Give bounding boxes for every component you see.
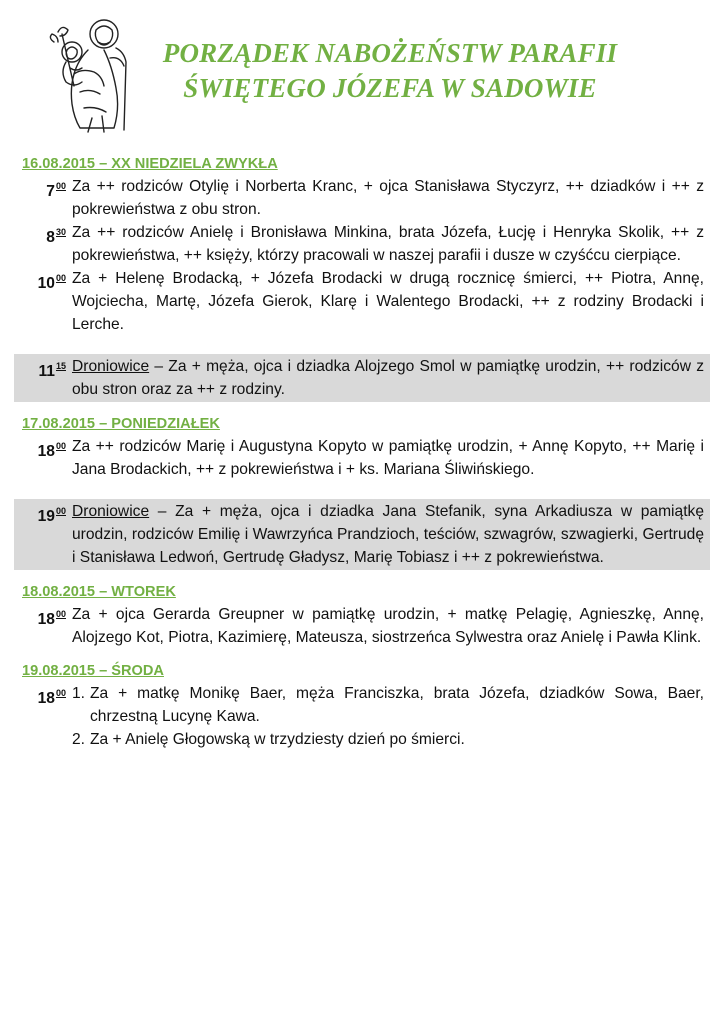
day-heading: 18.08.2015 – WTOREK (22, 584, 176, 600)
list-item (72, 728, 704, 751)
mass-entry (0, 682, 724, 751)
day-section (0, 154, 724, 402)
mass-time (0, 682, 66, 751)
list-item (72, 682, 704, 728)
mass-time (0, 267, 66, 336)
mass-minute: 00 (55, 609, 66, 619)
mass-minute: 00 (55, 441, 66, 451)
mass-entry (0, 435, 724, 481)
mass-intention (72, 500, 710, 569)
day-heading: 17.08.2015 – PONIEDZIAŁEK (22, 416, 220, 432)
mass-minute: 00 (55, 506, 66, 516)
title-line-1: PORZĄDEK NABOŻEŃSTW PARAFII (162, 38, 618, 68)
mass-hour: 10 (37, 275, 55, 292)
mass-entry (0, 267, 724, 336)
mass-minute: 00 (55, 273, 66, 283)
mass-hour: 18 (37, 443, 55, 460)
day-section (0, 414, 724, 570)
saint-joseph-with-child-icon (44, 12, 140, 136)
mass-hour: 18 (37, 690, 55, 707)
mass-intention-list (72, 682, 704, 751)
mass-entry-droniowice (14, 354, 710, 402)
day-section (0, 661, 724, 751)
list-text: Za + Anielę Głogowską w trzydziesty dzień po śmierci. (90, 731, 465, 748)
mass-schedule (0, 154, 724, 751)
mass-time (0, 603, 66, 649)
mass-minute: 15 (55, 361, 66, 371)
page-header (0, 0, 724, 150)
mass-intention: Za ++ rodziców Anielę i Bronisława Minkina, brata Józefa, Łucję i Henryka Skolik, ++ z pokrewieństwa, ++ księży, którzy pracowali w naszej parafii i dusze w czyśćcu cierpiące. (72, 224, 704, 264)
list-text: Za + matkę Monikę Baer, męża Franciszka, brata Józefa, dziadków Sowa, Baer, chrzestną Lucynę Kawa. (90, 685, 704, 725)
day-heading: 16.08.2015 – XX NIEDZIELA ZWYKŁA (22, 156, 278, 172)
mass-intention: Za + Helenę Brodacką, + Józefa Brodacki w drugą rocznicę śmierci, ++ Piotra, Annę, Wojciecha, Martę, Józefa Gierok, Klarę i Walentego Brodacki, ++ z rodziny Brodacki i Lerche. (72, 270, 704, 333)
mass-time (14, 500, 66, 569)
mass-time (14, 355, 66, 401)
list-number: 2. (72, 731, 86, 748)
mass-intention: Za ++ rodziców Marię i Augustyna Kopyto w pamiątkę urodzin, + Annę Kopyto, ++ Marię i Jana Brodackich, ++ z pokrewieństwa i + ks. Mariana Śliwińskiego. (72, 438, 704, 478)
mass-time (0, 435, 66, 481)
mass-hour: 7 (46, 183, 55, 200)
mass-minute: 00 (55, 688, 66, 698)
intention-list (72, 682, 704, 751)
mass-intention: Za + ojca Gerarda Greupner w pamiątkę urodzin, + matkę Pelagię, Agnieszkę, Annę, Alojzego Kot, Piotra, Kazimierę, Mateusza, siostrzeńca Sylwestra oraz Anielę i Pawła Klink. (72, 606, 704, 646)
mass-minute: 30 (55, 227, 66, 237)
mass-time (0, 175, 66, 221)
place-name: Droniowice (72, 358, 150, 375)
list-number: 1. (72, 685, 86, 702)
mass-hour: 18 (37, 611, 55, 628)
intention-text: – Za + męża, ojca i dziadka Jana Stefanik, syna Arkadiusza w pamiątkę urodzin, rodziców Emilię i Wawrzyńca Prandzioch, teściów, szwagrów, szwagierki, Gertrudę i Stanisława Ledwoń, Gertrudę Gładysz, Marię Tobiasz i ++ z pokrewieństwa. (72, 503, 704, 566)
mass-intention (72, 355, 710, 401)
day-section (0, 582, 724, 649)
page-title (150, 36, 630, 106)
mass-entry-droniowice (14, 499, 710, 570)
place-name: Droniowice (72, 503, 150, 520)
mass-hour: 11 (38, 363, 55, 380)
intention-text: – Za + męża, ojca i dziadka Alojzego Smol w pamiątkę urodzin, ++ rodziców z obu stron oraz za ++ z rodziny. (72, 358, 704, 398)
mass-entry (0, 603, 724, 649)
mass-minute: 00 (55, 181, 66, 191)
mass-time (0, 221, 66, 267)
mass-intention: Za ++ rodziców Otylię i Norberta Kranc, + ojca Stanisława Styczyrz, ++ dziadków i ++ z pokrewieństwa z obu stron. (72, 178, 704, 218)
mass-hour: 8 (46, 229, 55, 246)
day-heading: 19.08.2015 – ŚRODA (22, 663, 164, 679)
mass-entry (0, 175, 724, 221)
title-line-2: ŚWIĘTEGO JÓZEFA W SADOWIE (183, 73, 597, 103)
mass-entry (0, 221, 724, 267)
mass-hour: 19 (37, 508, 55, 525)
